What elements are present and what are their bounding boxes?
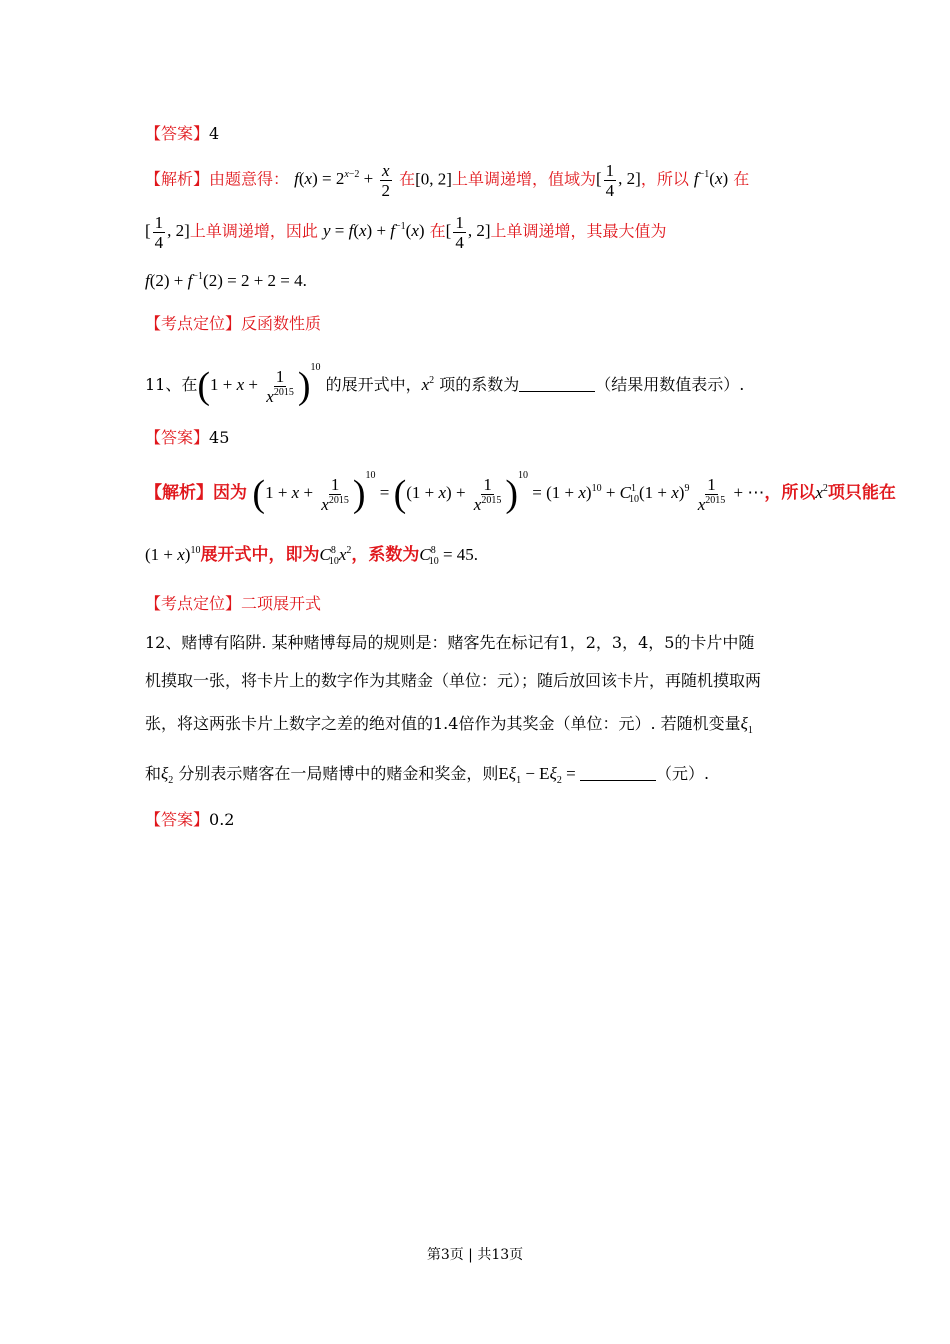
q11-analysis-line-2 [145, 542, 478, 568]
formula: $\xi_2$ [161, 764, 174, 786]
q11-analysis-line-1 [145, 469, 896, 515]
answer-tag: 【答案】 [145, 124, 210, 143]
q10-analysis-line-1 [145, 162, 749, 199]
analysis-text: 上单调递增，其最大值为 [490, 221, 667, 241]
q12-question-line-1: 12、赌博有陷阱. 某种赌博每局的规则是：赌客先在标记有1，2，3，4，5的卡片中随 [145, 633, 755, 652]
formula: [ $\frac{1}{4}$ , 2] [445, 213, 491, 252]
question-text: （元）. [655, 764, 710, 783]
q11-question [145, 361, 745, 407]
kaodian-text: 反函数性质 [241, 314, 322, 333]
analysis-text: ，所以 [764, 482, 816, 503]
formula: (1 + x + $\frac{1}{x^{2015}}$ )$^{10}$ [197, 361, 321, 407]
formula: $y = f(x) + f^{-1}(x)$ [322, 221, 425, 241]
formula: $C^8_{10}x^2$ [319, 545, 352, 567]
q10-analysis-line-3: $f(2) + f^{-1}(2) = 2 + 2 = 4$. [145, 271, 307, 290]
q11-answer [145, 425, 229, 451]
analysis-text: 在 [399, 169, 416, 189]
question-text: 11、在 [145, 374, 198, 394]
question-text: 的展开式中， [325, 374, 422, 394]
formula: $x^2$ [421, 374, 435, 394]
formula: $\xi_1$ [740, 714, 753, 736]
answer-blank[interactable] [580, 766, 656, 781]
formula: $C^8_{10} = 45$. [419, 545, 479, 567]
analysis-text: 项只能在 [827, 482, 896, 503]
page-footer: 第3页 | 共13页 [426, 1247, 524, 1263]
analysis-text: 上单调递增，值域为 [451, 169, 596, 189]
formula: [ $\frac{1}{4}$ , 2] [595, 161, 641, 200]
formula: $x^2$ [815, 482, 828, 502]
q12-question-line-4 [145, 761, 709, 787]
question-text: 分别表示赌客在一局赌博中的赌金和奖金，则 [178, 764, 499, 783]
q11-kaodian [145, 591, 321, 617]
q12-answer [145, 807, 234, 833]
formula: $(1 + x)^{10}$ [145, 545, 201, 564]
analysis-tag: 【解析】 [145, 169, 210, 189]
q10-kaodian [145, 311, 321, 337]
answer-value: 4 [209, 124, 220, 143]
answer-value: 0.2 [209, 810, 235, 829]
question-text: 和 [145, 764, 162, 783]
analysis-text: 因为 [213, 482, 247, 503]
formula: $f(x) = 2^{x-2}$ + $\frac{x}{2}$ [294, 161, 391, 200]
q12-question-line-2: 机摸取一张，将卡片上的数字作为其赌金（单位：元）；随后放回该卡片，再随机摸取两 [145, 671, 762, 690]
kaodian-tag: 【考点定位】 [145, 314, 242, 333]
formula: $E\xi_1 - E\xi_2$ = [498, 764, 580, 786]
analysis-text: 在 [429, 221, 446, 241]
analysis-text: 在 [733, 169, 750, 189]
formula: (1 + x + $\frac{1}{x^{2015}}$ )$^{10}$ = ((1 + x) + $\frac{1}{x^{2015}}$ )$^{10} = (1 + x)^{10} + C^1_{10}(1 + x)^9$ $\frac{1}{x^{2015}}$ + ⋯ [252, 469, 765, 515]
q10-analysis-line-2 [145, 214, 667, 251]
formula: $f^{-1}(x)$ [693, 169, 729, 189]
answer-value: 45 [209, 428, 230, 447]
question-text: 张，将这两张卡片上数字之差的绝对值的1.4倍作为其奖金（单位：元）. 若随机变量 [145, 714, 741, 733]
formula: [ $\frac{1}{4}$ , 2] [145, 213, 190, 252]
kaodian-tag: 【考点定位】 [145, 594, 242, 613]
answer-tag: 【答案】 [145, 428, 210, 447]
q10-answer [145, 121, 219, 147]
analysis-text: 上单调递增，因此 [189, 221, 318, 241]
q12-question-line-3 [145, 711, 753, 737]
analysis-text: 由题意得： [209, 169, 290, 189]
answer-blank[interactable] [519, 377, 595, 392]
question-text: 项的系数为 [439, 374, 520, 394]
kaodian-text: 二项展开式 [241, 594, 322, 613]
analysis-text: ，所以 [640, 169, 689, 189]
answer-tag: 【答案】 [145, 810, 210, 829]
analysis-text: 展开式中，即为 [200, 545, 320, 565]
formula: [0, 2] [415, 169, 452, 189]
question-text: （结果用数值表示）. [595, 374, 745, 394]
analysis-text: ，系数为 [351, 545, 420, 565]
analysis-tag: 【解析】 [145, 482, 213, 503]
